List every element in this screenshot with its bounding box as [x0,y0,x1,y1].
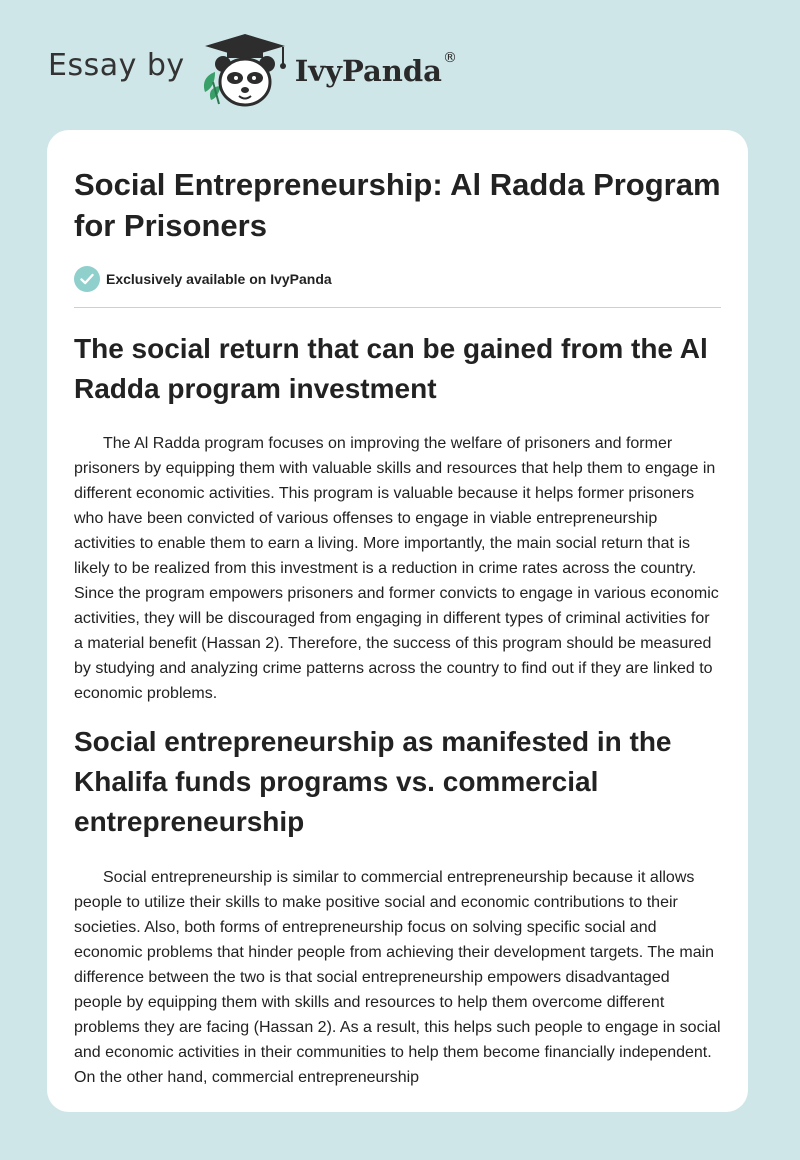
page-title: Social Entrepreneurship: Al Radda Program for Prisoners [74,167,721,243]
exclusive-label: Exclusively available on IvyPanda [106,271,332,287]
site-header [48,30,457,110]
section-paragraph: The Al Radda program focuses on improving the welfare of prisoners and former prisoners by equipping them with valuable skills and resources that help them to engage in different economic activities. This program is valuable because it helps former prisoners who have been convicted of various offenses to engage in viable entrepreneurship activities to enable them to earn a living. More importantly, the main social return that is likely to be realized from this investment is a reduction in crime rates across the country. Since the program empowers prisoners and former convicts to engage in various economic activities, they will be discouraged from engaging in different types of criminal activities for a material benefit (Hassan 2). Therefore, the success of this program should be measured by studying and analyzing crime patterns across the country to find out if they are linked to economic problems. [74,435,719,702]
registered-mark: ® [442,50,457,66]
essay-by-label: Essay by [48,47,185,83]
exclusive-badge [74,266,721,292]
section-paragraph: Social entrepreneurship is similar to commercial entrepreneurship because it allows people to utilize their skills to make positive social and economic contributions to their societies. Also, both forms of entrepreneurship focus on solving specific social and economic problems that hinder people from achieving their development targets. The main difference between the two is that social entrepreneurship empowers disadvantaged people by equipping them with skills and resources to help them overcome different problems they are facing (Hassan 2). As a result, this helps such people to engage in social and economic activities in their communities to help them become financially independent. On the other hand, commercial entrepreneurship [74,869,721,1086]
divider [74,307,721,308]
section-heading: Social entrepreneurship as manifested in the Khalifa funds programs vs. commercial entrepreneurship [74,726,672,837]
check-circle-icon [74,266,100,292]
essay-card [47,130,748,1112]
section-heading: The social return that can be gained from the Al Radda program investment [74,333,708,404]
panda-graduate-logo-icon[interactable] [199,30,291,110]
brand-name[interactable]: IvyPanda® [294,50,457,88]
